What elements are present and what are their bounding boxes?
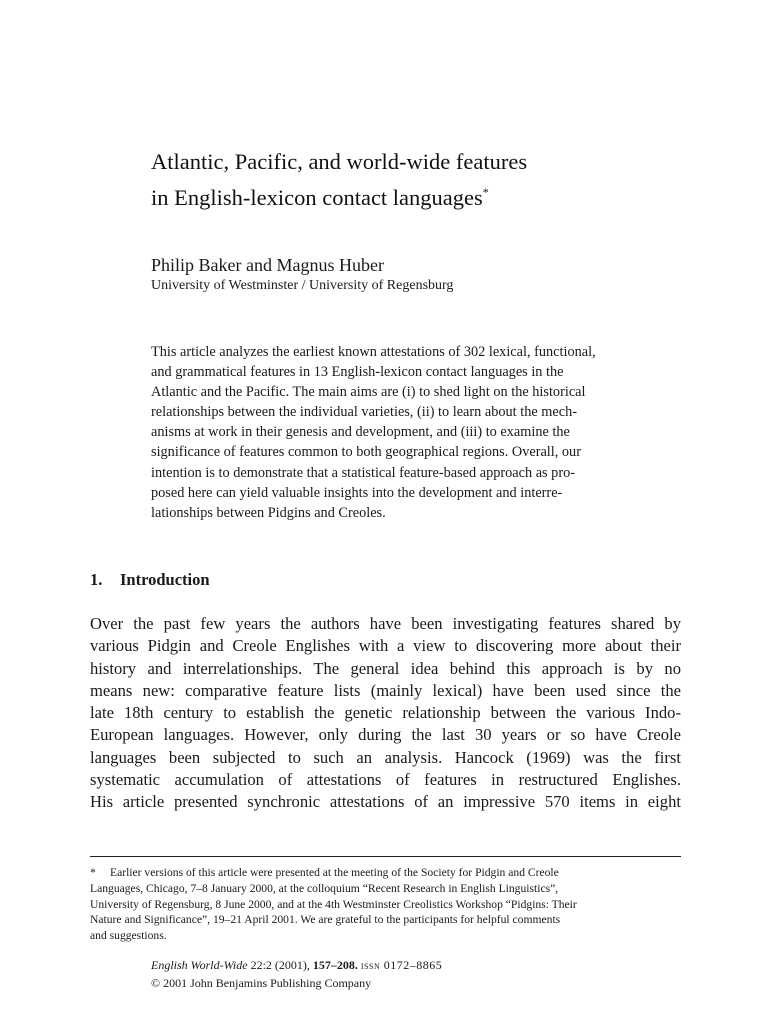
abstract-line: and grammatical features in 13 English-lexicon contact languages in the [151,364,564,381]
body-line: His article presented synchronic attestations of an impressive 570 items in eight [90,792,681,812]
footnote-text: Earlier versions of this article were presented at the meeting of the Society for Pidgin and Creole [110,866,559,879]
footnote-divider [90,856,681,857]
author-names: Philip Baker and Magnus Huber [151,255,384,275]
journal-name: English World-Wide [151,958,248,972]
abstract-line: posed here can yield valuable insights into the development and interre- [151,484,563,501]
author-affiliation: University of Westminster / University of Regensburg [151,278,454,293]
body-line: languages been subjected to such an analysis. Hancock (1969) was the first [90,747,681,767]
abstract [151,342,679,523]
body-line: Over the past few years the authors have been investigating features shared by [90,614,681,633]
body-line: systematic accumulation of attestations of features in restructured Englishes. [90,770,681,790]
abstract-line: This article analyzes the earliest known attestations of 302 lexical, functional, [151,344,596,360]
footnote-line [90,865,681,881]
footnote-mark: * [90,866,96,879]
body-line: various Pidgin and Creole Englishes with a view to discovering more about their [90,636,681,656]
abstract-line: anisms at work in their genesis and development, and (iii) to examine the [151,424,570,441]
abstract-line: relationships between the individual varieties, (ii) to learn about the mech- [151,404,577,421]
body-paragraph [90,613,681,814]
footnote [90,865,681,944]
title-line-2: in English-lexicon contact languages [151,185,483,210]
abstract-line: Atlantic and the Pacific. The main aims are (i) to shed light on the historical [151,384,586,401]
journal-volume: 22:2 (2001), [250,958,310,972]
title-line-1: Atlantic, Pacific, and world-wide features [151,149,528,174]
section-heading [90,569,210,591]
journal-issn: issn 0172–8865 [360,958,443,972]
article-title [151,146,711,213]
section-title: Introduction [120,570,210,589]
abstract-line: lationships between Pidgins and Creoles. [151,504,386,521]
footnote-line: University of Regensburg, 8 June 2000, and at the 4th Westminster Creolistics Workshop “Pidgins: Their [90,897,577,911]
abstract-line: intention is to demonstrate that a statistical feature-based approach as pro- [151,464,575,481]
body-line: late 18th century to establish the genetic relationship between the various Indo- [90,703,681,723]
body-line: history and interrelationships. The general idea behind this approach is by no [90,658,681,678]
abstract-line: significance of features common to both geographical regions. Overall, our [151,444,581,461]
body-line: European languages. However, only during the last 30 years or so have Creole [90,725,681,745]
journal-pages: 157–208. [312,958,358,972]
title-footnote-mark[interactable]: * [482,185,489,199]
journal-citation [151,957,442,973]
footnote-line: and suggestions. [90,929,167,943]
body-line: means new: comparative feature lists (mainly lexical) have been used since the [90,680,681,700]
footnote-line: Nature and Significance”, 19–21 April 2001. We are grateful to the participants for helpful comments [90,913,561,927]
footnote-line: Languages, Chicago, 7–8 January 2000, at the colloquium “Recent Research in English Linguistics”, [90,881,559,895]
copyright-notice: © 2001 John Benjamins Publishing Company [151,976,372,990]
section-number: 1. [90,570,103,589]
